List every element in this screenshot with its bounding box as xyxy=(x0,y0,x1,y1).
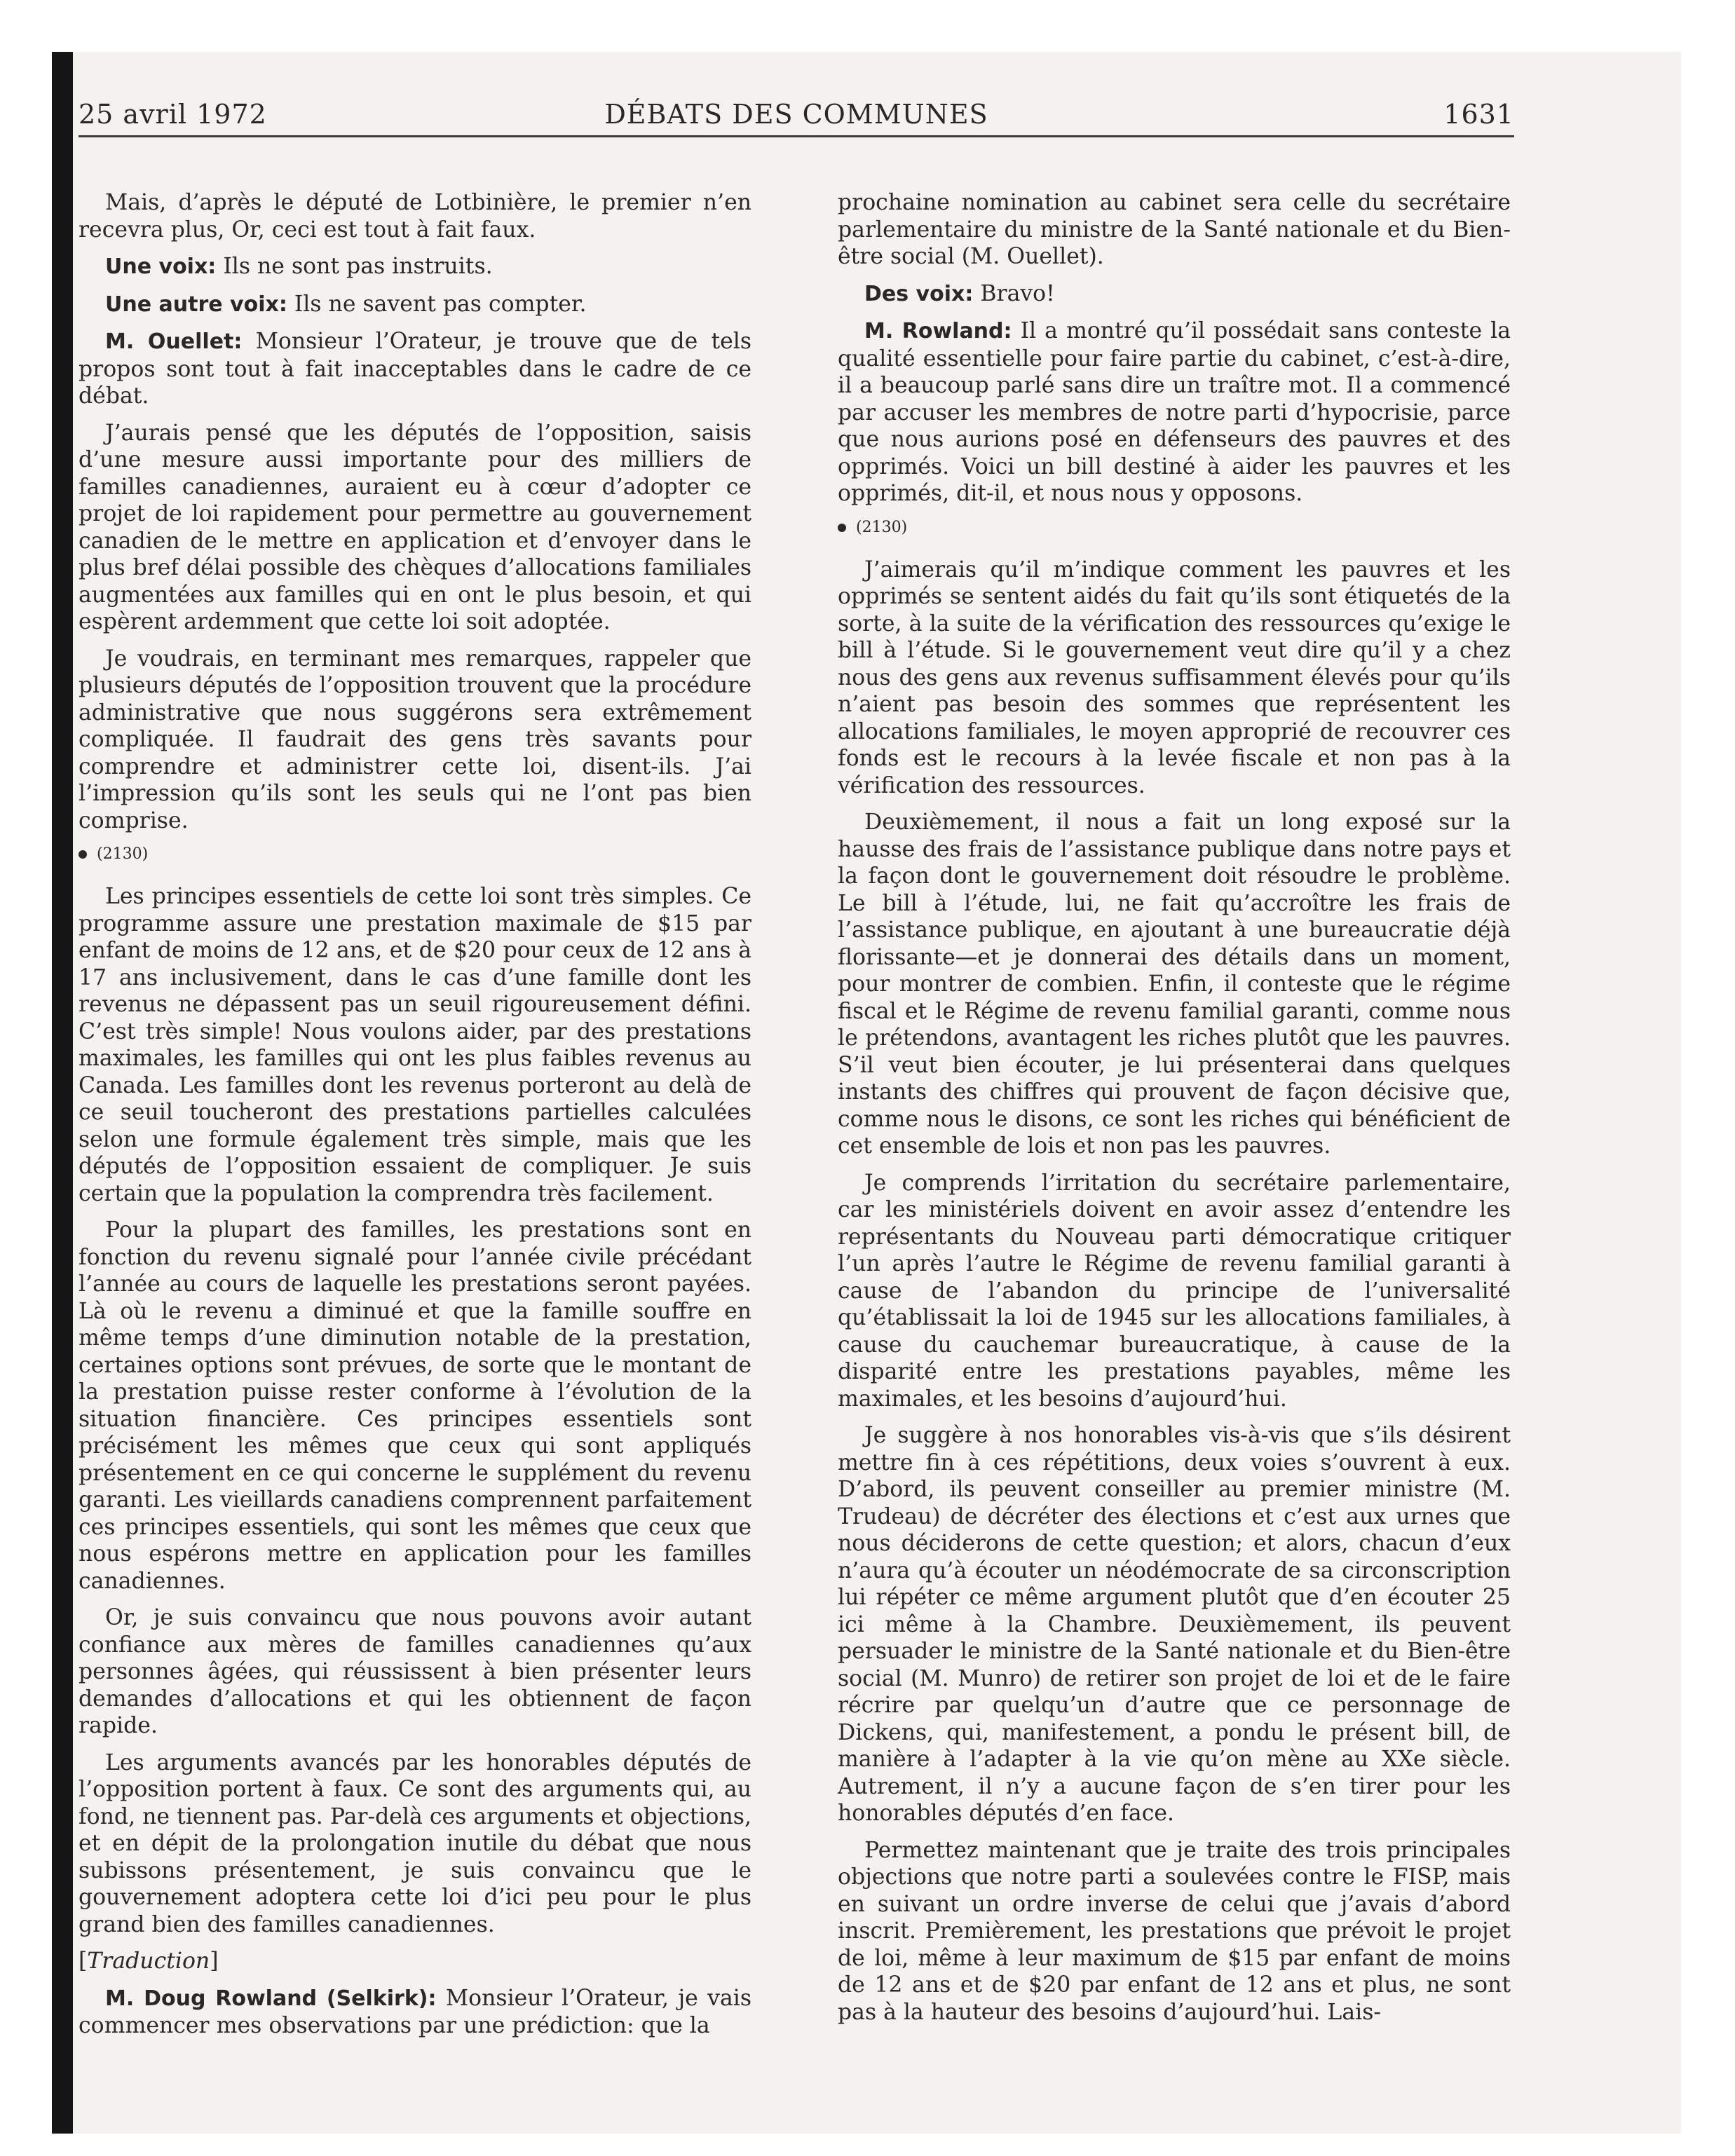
paragraph xyxy=(79,253,751,281)
paragraph: Or, je suis convaincu que nous pouvons avoir autant confiance aux mères de familles canadiennes qu’aux personnes âgées, qui réussissent à bien présenter leurs demandes d’allocations et qui les obtiennent de façon rapide. xyxy=(79,1605,751,1738)
running-header xyxy=(79,93,1514,137)
paragraph: J’aurais pensé que les députés de l’opposition, saisis d’une mesure aussi importante pour des milliers de familles canadiennes, auraient eu à cœur d’adopter ce projet de loi rapidement pour permettre au gouvernement canadien de le mettre en application et d’envoyer dans le plus bref délai possible des chèques d’allocations familiales augmentées aux familles qui en ont le plus besoin, et qui espèrent ardemment que cette loi soit adoptée. xyxy=(79,420,751,634)
scan-margin xyxy=(0,0,52,2156)
time-marker xyxy=(79,844,751,865)
paragraph xyxy=(838,318,1511,507)
paragraph: Pour la plupart des familles, les prestations sont en fonction du revenu signalé pour l’année civile précédant l’année au cours de laquelle les prestations seront payées. Là où le revenu a diminué et que la famille souffre en même temps d’une diminution notable de la prestation, certaines options sont prévues, de sorte que le montant de la prestation puisse rester conforme à l’évolution de la situation financière. Ces principes essentiels sont précisément les mêmes que ceux qui sont appliqués présentement en ce qui concerne le supplément du revenu garanti. Les vieillards canadiens comprennent parfaitement ces principes essentiels, qui sont les mêmes que ceux que nous espérons mettre en application pour les familles canadiennes. xyxy=(79,1217,751,1594)
speaker-name: M. Doug Rowland (Selkirk): xyxy=(105,1986,437,2011)
scan-edge-shadow xyxy=(52,52,73,2134)
speech-text: Bravo! xyxy=(980,280,1055,306)
speaker-name: M. Rowland: xyxy=(864,319,1012,343)
page-number: 1631 xyxy=(1443,99,1514,130)
paragraph xyxy=(79,1985,751,2040)
paragraph: Les arguments avancés par les honorables députés de l’opposition portent à faux. Ce sont des arguments qui, au fond, ne tiennent pas. Par-delà ces arguments et objections, et en dépit de la prolongation inutile du débat que nous subissons présentement, je suis convaincu que le gouvernement adoptera cette loi d’ici peu pour le plus grand bien des familles canadiennes. xyxy=(79,1749,751,1937)
speaker-name: Des voix: xyxy=(864,281,974,306)
speech-text: Monsieur l’Orateur, je vais commencer mes observations par une prédiction: que la xyxy=(79,1985,751,2038)
paragraph xyxy=(838,280,1511,308)
bullet-icon xyxy=(79,850,87,859)
paragraph: Permettez maintenant que je traite des trois principales objections que notre parti a soulevées contre le FISP, mais en suivant un ordre inverse de celui que j’avais d’abord inscrit. Premièrement, les prestations que prévoit le projet de loi, même à leur maximum de $15 par enfant de moins de 12 ans et de $20 par enfant de 12 ans et plus, ne sont pas à la hauteur des besoins d’aujourd’hui. Lais- xyxy=(838,1837,1511,2025)
speech-text: Il a montré qu’il possédait sans conteste la qualité essentielle pour faire partie du cabinet, c’est-à-dire, il a beaucoup parlé sans dire un traître mot. Il a commencé par accuser les membres de notre parti d’hypocrisie, parce que nous aurions posé en défenseurs des pauvres et des opprimés. Voici un bill destiné à aider les pauvres et les opprimés, dit-il, et nous nous y opposons. xyxy=(838,318,1511,506)
time-marker-text: (2130) xyxy=(856,518,908,536)
header-date: 25 avril 1972 xyxy=(79,99,267,130)
paragraph xyxy=(79,291,751,319)
right-column xyxy=(838,189,1511,2035)
paragraph: prochaine nomination au cabinet sera celle du secrétaire parlementaire du ministre de la Santé nationale et du Bien-être social (M. Ouellet). xyxy=(838,190,1511,269)
paragraph: Deuxièmement, il nous a fait un long exposé sur la hausse des frais de l’assistance publique dans notre pays et la façon dont le gouvernement doit résoudre le problème. Le bill à l’étude, lui, ne fait qu’accroître les frais de l’assistance publique, en ajoutant à une bureaucratie déjà florissante—et je donnerai des détails dans un moment, pour montrer de combien. Enfin, il conteste que le régime fiscal et le Régime de revenu familial garanti, comme nous le prétendons, avantagent les riches plutôt que les pauvres. S’il veut bien écouter, je lui présenterai dans quelques instants des chiffres qui prouvent de façon décisive que, comme nous le disons, ce sont les riches qui bénéficient de cet ensemble de lois et non pas les pauvres. xyxy=(838,810,1511,1159)
paragraph xyxy=(79,328,751,410)
speaker-name: Une voix: xyxy=(105,254,217,279)
translation-note: [Traduction] xyxy=(79,1949,219,1974)
speaker-name: Une autre voix: xyxy=(105,292,287,317)
speaker-name: M. Ouellet: xyxy=(105,329,243,354)
speech-text: Ils ne savent pas compter. xyxy=(294,291,587,317)
paragraph: Les principes essentiels de cette loi sont très simples. Ce programme assure une prestation maximale de $15 par enfant de moins de 12 ans, et de $20 pour ceux de 12 ans à 17 ans inclusivement, dans le cas d’une famille dont les revenus ne dépassent pas un seuil rigoureusement défini. C’est très simple! Nous voulons aider, par des prestations maximales, les familles qui ont les plus faibles revenus au Canada. Les familles dont les revenus porteront au delà de ce seuil toucheront des prestations partielles calculées selon une formule également très simple, mais que les députés de l’opposition essaient de compliquer. Je suis certain que la population la comprendra très facilement. xyxy=(79,884,751,1206)
speech-text: Ils ne sont pas instruits. xyxy=(223,254,493,279)
paragraph: Je voudrais, en terminant mes remarques, rappeler que plusieurs députés de l’opposition trouvent que la procédure administrative que nous suggérons sera extrêmement compliquée. Il faudrait des gens très savants pour comprendre et administrer cette loi, disent-ils. J’ai l’impression qu’ils sont les seuls qui ne l’ont pas bien comprise. xyxy=(79,646,751,833)
paragraph: Mais, d’après le député de Lotbinière, le premier n’en recevra plus, Or, ceci est tout à fait faux. xyxy=(79,190,751,243)
speech-text: Monsieur l’Orateur, je trouve que de tels propos sont tout à fait inacceptables dans le cadre de ce débat. xyxy=(79,329,752,409)
time-marker xyxy=(838,517,1511,538)
translation-label: Traduction xyxy=(87,1949,210,1974)
time-marker-text: (2130) xyxy=(97,845,149,863)
paragraph: J’aimerais qu’il m’indique comment les pauvres et les opprimés se sentent aidés du fait qu’ils sont étiquetés de la sorte, à la suite de la vérification des ressources qu’exige le bill à l’étude. Si le gouvernement veut dire qu’il y a chez nous des gens aux revenus suffisamment élevés pour qu’ils n’aient pas besoin des sommes que représentent les allocations familiales, le moyen approprié de recouvrer ces fonds est le recours à la levée fiscale et non pas à la vérification des ressources. xyxy=(838,557,1511,798)
left-column xyxy=(79,189,751,2049)
paragraph: Je suggère à nos honorables vis-à-vis que s’ils désirent mettre fin à ces répétitions, deux voies s’ouvrent à eux. D’abord, ils peuvent conseiller au premier ministre (M. Trudeau) de décréter des élections et c’est aux urnes que nous déciderons de cette question; et alors, chacun d’eux n’aura qu’à écouter un néodémocrate de sa circonscription lui répéter ce même argument plutôt que d’en écouter 25 ici même à la Chambre. Deuxièmement, ils peuvent persuader le ministre de la Santé nationale et du Bien-être social (M. Munro) de retirer son projet de loi et de le faire récrire par quelqu’un d’autre que ce personnage de Dickens, qui, manifestement, a pondu le présent bill, de manière à l’adapter à la vie qu’on mène au XXe siècle. Autrement, il n’y a aucune façon de s’en tirer pour les honorables députés d’en face. xyxy=(838,1423,1511,1826)
paragraph: Je comprends l’irritation du secrétaire parlementaire, car les ministériels doivent en avoir assez d’entendre les représentants du Nouveau parti démocratique critiquer l’un après l’autre le Régime de revenu familial garanti à cause de l’abandon du principe de l’universalité qu’établissait la loi de 1945 sur les allocations familiales, à cause du cauchemar bureaucratique, à cause de la disparité entre les prestations payables, même les maximales, et les besoins d’aujourd’hui. xyxy=(838,1170,1511,1412)
bullet-icon xyxy=(838,524,846,532)
header-title: DÉBATS DES COMMUNES xyxy=(604,99,988,130)
